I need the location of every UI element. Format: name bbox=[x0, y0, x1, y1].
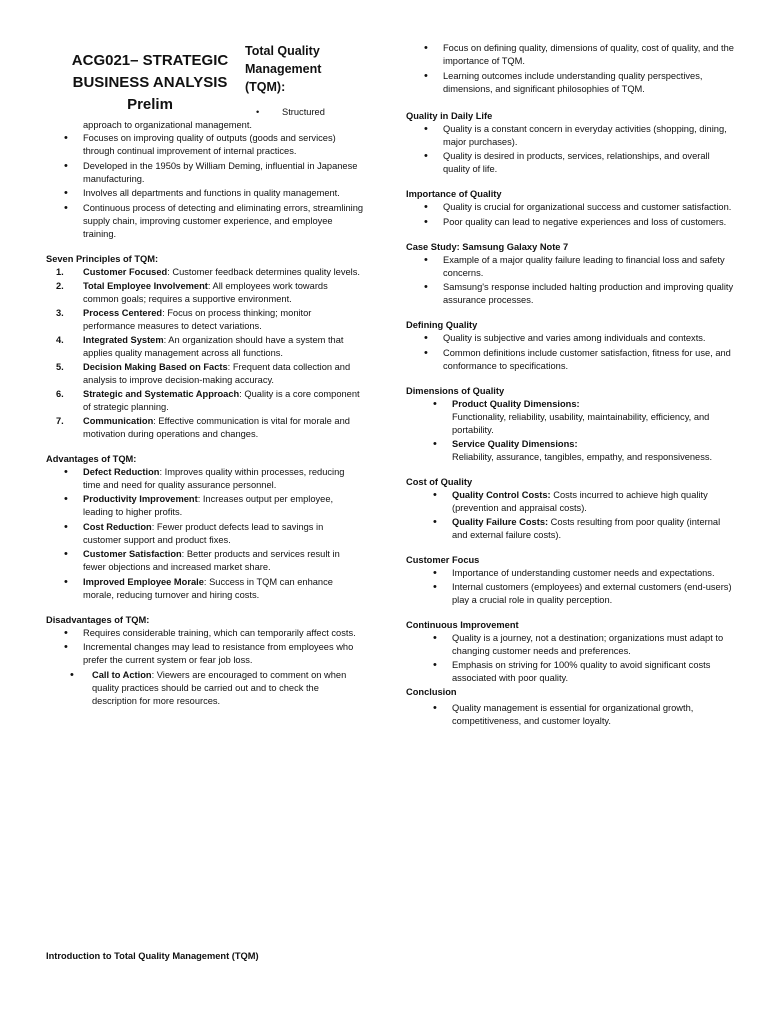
list-item: • Quality is desired in products, services, relationships, and overall quality of life. bbox=[443, 150, 736, 176]
list-item bbox=[83, 521, 364, 547]
list-item: • Poor quality can lead to negative experiences and loss of customers. bbox=[443, 216, 736, 229]
list-item: • Focuses on improving quality of outputs (goods and services) through continual improvement of internal practices. bbox=[83, 132, 364, 158]
defining-list bbox=[406, 332, 736, 373]
term: Process Centered bbox=[83, 307, 163, 318]
importance-list bbox=[406, 201, 736, 229]
term: Strategic and Systematic Approach bbox=[83, 388, 240, 399]
list-item bbox=[452, 516, 736, 542]
term: Productivity Improvement bbox=[83, 494, 198, 504]
term: Call to Action bbox=[92, 669, 152, 680]
customer-focus-list bbox=[406, 567, 736, 607]
list-item bbox=[83, 548, 364, 574]
term: Communication bbox=[83, 415, 154, 426]
list-item bbox=[56, 307, 364, 333]
list-number: 5. bbox=[56, 361, 64, 372]
document-title bbox=[58, 50, 242, 116]
term: Defect Reduction bbox=[83, 466, 160, 477]
list-item: • Samsung's response included halting production and improving quality assurance processes. bbox=[443, 281, 736, 307]
list-item: • Requires considerable training, which can temporarily affect costs. bbox=[83, 627, 364, 640]
tqm-heading bbox=[245, 42, 365, 96]
case-study-list bbox=[406, 254, 736, 308]
intro-first-word: Structured bbox=[282, 107, 325, 117]
list-item: • Importance of understanding customer needs and expectations. bbox=[452, 567, 736, 580]
section-title-continuous: Continuous Improvement bbox=[406, 619, 519, 630]
list-item: • Quality is a journey, not a destination; organizations must adapt to changing customer needs and preferences. bbox=[452, 632, 736, 658]
section-title-cost: Cost of Quality bbox=[406, 476, 473, 487]
list-item: • Common definitions include customer satisfaction, fitness for use, and conformance to specifications. bbox=[443, 347, 736, 373]
term-description: : Frequent data collection and analysis to improve decision-making accuracy. bbox=[83, 361, 351, 385]
left-column bbox=[46, 119, 364, 709]
term-description: Costs resulting from poor quality (internal and external failure costs). bbox=[452, 516, 721, 540]
term: Customer Focused bbox=[83, 266, 168, 277]
term: Product Quality Dimensions: bbox=[452, 398, 580, 409]
list-item: • Internal customers (employees) and external customers (end-users) play a crucial role in quality perception. bbox=[452, 581, 736, 607]
section-title-advantages: Advantages of TQM: bbox=[46, 453, 137, 464]
term: Integrated System bbox=[83, 334, 164, 345]
list-number: 4. bbox=[56, 334, 64, 345]
list-number: 1. bbox=[56, 266, 64, 277]
title-line: Prelim bbox=[127, 96, 173, 113]
call-to-action-list bbox=[46, 669, 364, 708]
list-item bbox=[56, 415, 364, 441]
term: Service Quality Dimensions: bbox=[452, 438, 578, 449]
list-item: • Focus on defining quality, dimensions of quality, cost of quality, and the importance of TQM. bbox=[443, 42, 736, 68]
tqm-heading-line: (TQM): bbox=[245, 80, 286, 94]
term-description: : Effective communication is vital for morale and motivation during operations and changes. bbox=[83, 415, 350, 439]
term-description: : Fewer product defects lead to savings in customer support and product fixes. bbox=[83, 521, 324, 545]
term: Customer Satisfaction bbox=[83, 549, 182, 559]
dimensions-list bbox=[406, 398, 736, 464]
cost-list bbox=[406, 489, 736, 542]
list-number: 2. bbox=[56, 280, 64, 291]
term-description: Reliability, assurance, tangibles, empathy, and responsiveness. bbox=[452, 451, 713, 462]
intro-first-item-rest: approach to organizational management. bbox=[83, 120, 253, 130]
term-description: : All employees work towards common goals; requires a supportive environment. bbox=[83, 280, 328, 304]
advantages-list bbox=[46, 466, 364, 602]
section-title-conclusion: Conclusion bbox=[406, 686, 457, 697]
page-footer: Introduction to Total Quality Management (TQM) bbox=[46, 951, 259, 961]
term-description: : Viewers are encouraged to comment on when quality practices should be carried out and to check the description for more resources. bbox=[92, 669, 347, 706]
principles-list bbox=[46, 266, 364, 441]
list-item bbox=[452, 438, 736, 464]
section-title-daily-life: Quality in Daily Life bbox=[406, 110, 493, 121]
list-item: • Incremental changes may lead to resistance from employees who prefer the current system or fear job loss. bbox=[83, 641, 364, 667]
list-item: • Example of a major quality failure leading to financial loss and safety concerns. bbox=[443, 254, 736, 280]
right-column bbox=[406, 42, 736, 729]
tqm-heading-line: Management bbox=[245, 62, 322, 76]
list-item: • Developed in the 1950s by William Deming, influential in Japanese manufacturing. bbox=[83, 160, 364, 186]
title-line: BUSINESS ANALYSIS bbox=[72, 74, 228, 91]
term-description: Costs incurred to achieve high quality (prevention and appraisal costs). bbox=[452, 489, 708, 513]
list-item: • Quality is crucial for organizational success and customer satisfaction. bbox=[443, 201, 736, 214]
term: Cost Reduction bbox=[83, 521, 152, 532]
list-item bbox=[452, 398, 736, 437]
disadvantages-list bbox=[46, 627, 364, 668]
intro-list bbox=[46, 132, 364, 241]
list-item bbox=[56, 266, 364, 279]
term: Total Employee Involvement bbox=[83, 280, 208, 291]
list-item bbox=[83, 576, 364, 602]
tqm-heading-line: Total Quality bbox=[245, 44, 320, 58]
section-title-dimensions: Dimensions of Quality bbox=[406, 385, 505, 396]
list-item bbox=[83, 466, 364, 492]
list-item bbox=[56, 361, 364, 387]
term-description: : Quality is a core component of strategic planning. bbox=[83, 388, 360, 412]
term-description: : Improves quality within processes, reducing time and need for quality assurance personnel. bbox=[83, 466, 345, 490]
intro-first-bullet-start bbox=[256, 106, 366, 119]
term-description: : Success in TQM can enhance morale, reducing turnover and hiring costs. bbox=[83, 576, 333, 600]
section-title-text: Advantages of TQM bbox=[46, 453, 134, 464]
list-item bbox=[56, 280, 364, 306]
conclusion-list bbox=[406, 702, 736, 728]
section-title-text: Seven Principles of TQM bbox=[46, 253, 156, 264]
term-description: : Customer feedback determines quality levels. bbox=[167, 266, 360, 277]
overview-list bbox=[406, 42, 736, 96]
term-description: : Better products and services result in fewer objections and increased market share. bbox=[83, 549, 340, 572]
list-item: • Emphasis on striving for 100% quality to avoid significant costs associated with poor quality. bbox=[452, 659, 736, 685]
section-title-disadvantages: Disadvantages of TQM: bbox=[46, 614, 150, 625]
section-title-text: Disadvantages of TQM bbox=[46, 614, 147, 625]
list-number: 6. bbox=[56, 388, 64, 399]
section-title-case-study: Case Study: Samsung Galaxy Note 7 bbox=[406, 241, 569, 252]
section-title-importance: Importance of Quality bbox=[406, 189, 502, 199]
list-item: • Quality is subjective and varies among individuals and contexts. bbox=[443, 332, 736, 345]
bullet-icon: • bbox=[256, 107, 260, 117]
list-item bbox=[452, 489, 736, 515]
daily-life-list bbox=[406, 123, 736, 177]
term-description: : Increases output per employee, leading to higher profits. bbox=[83, 494, 334, 517]
list-item bbox=[56, 334, 364, 360]
list-item bbox=[83, 493, 364, 519]
term-description: Functionality, reliability, usability, maintainability, efficiency, and portability. bbox=[452, 411, 710, 435]
section-title-defining: Defining Quality bbox=[406, 320, 478, 330]
list-item: • Learning outcomes include understanding quality perspectives, dimensions, and significant philosophies of TQM. bbox=[443, 70, 736, 96]
title-line: ACG021– STRATEGIC bbox=[71, 52, 229, 69]
list-item bbox=[56, 388, 364, 414]
list-item: • Quality is a constant concern in everyday activities (shopping, dining, major purchases). bbox=[443, 123, 736, 149]
list-number: 3. bbox=[56, 307, 64, 318]
list-number: 7. bbox=[56, 415, 64, 426]
term-description: : An organization should have a system that applies quality management across all functions. bbox=[83, 334, 344, 358]
section-title-customer-focus: Customer Focus bbox=[406, 554, 480, 565]
list-item: • Continuous process of detecting and eliminating errors, streamlining supply chain, improving customer experience, and employee training. bbox=[83, 202, 364, 241]
term: Decision Making Based on Facts bbox=[83, 361, 228, 372]
section-title-principles: Seven Principles of TQM: bbox=[46, 253, 159, 264]
term: Quality Failure Costs: bbox=[452, 516, 549, 527]
continuous-list bbox=[406, 632, 736, 685]
list-item bbox=[92, 669, 364, 708]
term-description: : Focus on process thinking; monitor performance measures to detect variations. bbox=[83, 307, 312, 331]
list-item: • Quality management is essential for organizational growth, competitiveness, and customer loyalty. bbox=[452, 702, 736, 728]
list-item: • Involves all departments and functions in quality management. bbox=[83, 187, 364, 200]
term: Quality Control Costs: bbox=[452, 489, 551, 500]
term: Improved Employee Morale bbox=[83, 576, 204, 587]
